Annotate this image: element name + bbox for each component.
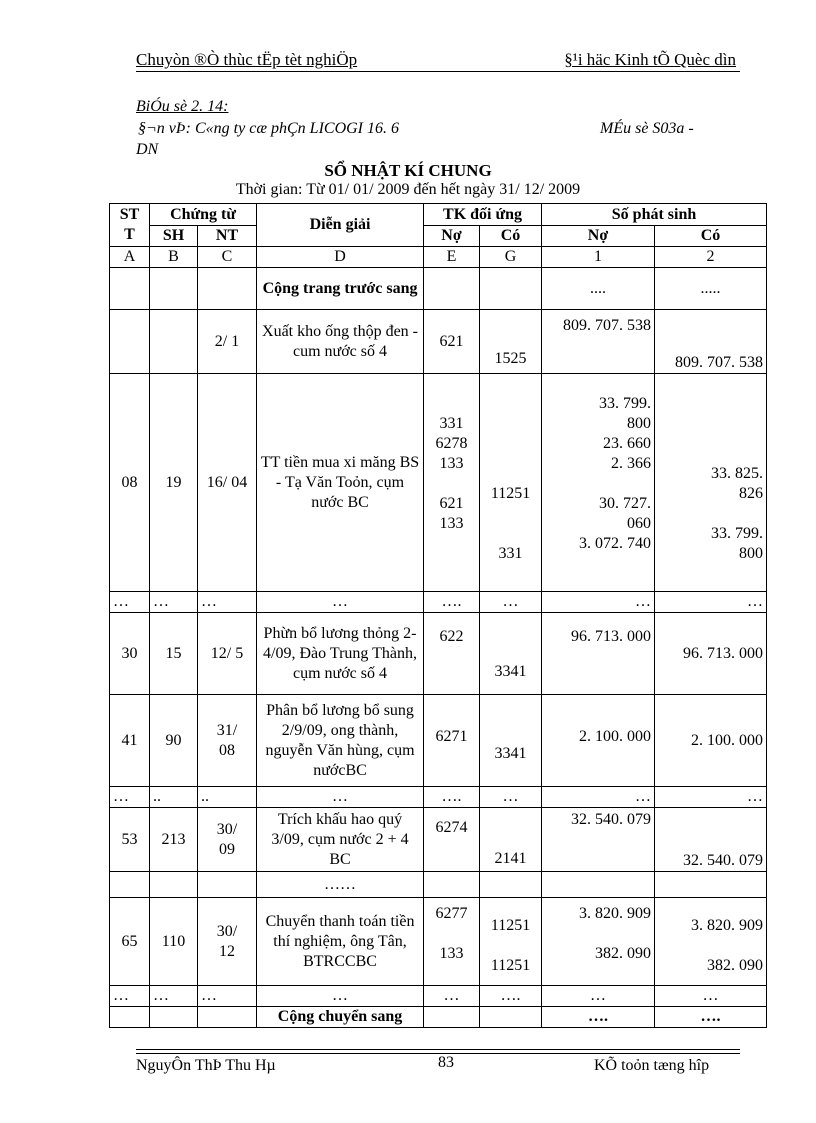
line: 3. 820. 909: [691, 917, 764, 934]
row-description: Chuyển thanh toán tiền thí nghiệm, ông Tân, BTRCCBC: [257, 898, 424, 986]
row-credit: …: [655, 592, 767, 613]
row-sh: 19: [150, 374, 198, 592]
table-header-row: [110, 204, 767, 226]
row-tk-co: [480, 898, 542, 986]
row-description: TT tiền mua xi măng BS - Tạ Văn Toỏn, cụm nước BC: [257, 374, 424, 592]
row-stt: 08: [110, 374, 150, 592]
col-stt: ST T: [110, 204, 150, 247]
col-sh: SH: [150, 226, 198, 247]
row-debit: …: [542, 787, 655, 808]
row-description: …: [257, 592, 424, 613]
row-debit: 2. 100. 000: [542, 695, 655, 787]
template-code: MÉu sè S03a -: [600, 120, 694, 137]
row-stt: 65: [110, 898, 150, 986]
row-credit: 96. 713. 000: [655, 613, 767, 695]
row-stt: 53: [110, 808, 150, 872]
page-number: 83: [438, 1054, 454, 1071]
line: 800: [627, 415, 652, 432]
line: 11251: [490, 957, 531, 974]
line: 133: [439, 515, 464, 532]
row-description: ……: [257, 872, 424, 898]
row-debit: …: [542, 592, 655, 613]
row-tk-co: 3341: [480, 695, 542, 787]
row-tk-co: 2141: [480, 808, 542, 872]
index-cell: 2: [655, 247, 767, 268]
index-cell: C: [198, 247, 257, 268]
header-rule: [136, 71, 740, 72]
row-stt: …: [110, 986, 150, 1007]
col-tk-no: Nợ: [424, 226, 480, 247]
row-tk-no: ….: [424, 592, 480, 613]
row-sh: …: [150, 986, 198, 1007]
line: 23. 660: [603, 435, 652, 452]
row-date: 31/ 08: [198, 695, 257, 787]
row-debit: ....: [542, 268, 655, 310]
table-row: [110, 268, 767, 310]
table-row: [110, 374, 767, 592]
row-sh: 15: [150, 613, 198, 695]
row-tk-no: 621: [424, 310, 480, 374]
row-credit: [655, 898, 767, 986]
line: 133: [439, 945, 464, 962]
row-date: 2/ 1: [198, 310, 257, 374]
line: 331: [498, 545, 523, 562]
template-code-suffix: DN: [136, 141, 159, 158]
col-nt: NT: [198, 226, 257, 247]
table-subheader-row: [110, 226, 767, 247]
row-tk-co: 3341: [480, 613, 542, 695]
row-credit: .....: [655, 268, 767, 310]
row-tk-co: ….: [480, 986, 542, 1007]
line: 382. 090: [595, 945, 652, 962]
index-cell: A: [110, 247, 150, 268]
header-left: Chuyòn ®Ò thùc tËp tèt nghiÖp: [136, 50, 358, 69]
line: 11251: [490, 485, 531, 502]
line: 621: [439, 495, 464, 512]
row-description: Xuất kho ống thộp đen - cum nước số 4: [257, 310, 424, 374]
row-debit: [542, 898, 655, 986]
row-date: 16/ 04: [198, 374, 257, 592]
index-cell: 1: [542, 247, 655, 268]
row-debit: 32. 540. 079: [542, 808, 655, 872]
row-credit: 2. 100. 000: [655, 695, 767, 787]
row-credit: …: [655, 986, 767, 1007]
row-stt: …: [110, 592, 150, 613]
row-date: 30/ 12: [198, 898, 257, 986]
row-tk-no: 6271: [424, 695, 480, 787]
row-description: Cộng trang trước sang: [257, 268, 424, 310]
journal-period: Thời gian: Từ 01/ 01/ 2009 đến hết ngày 31/ 12/ 2009: [235, 181, 581, 198]
row-debit: 809. 707. 538: [542, 310, 655, 374]
row-tk-no: 6274: [424, 808, 480, 872]
row-date: ..: [198, 787, 257, 808]
table-row: [110, 808, 767, 872]
table-row: [110, 986, 767, 1007]
line: 11251: [490, 917, 531, 934]
row-description: Phân bổ lương bổ sung 2/9/09, ong thành, nguyễn Văn hùng, cụm nướcBC: [257, 695, 424, 787]
col-dien-giai: Diễn giải: [257, 204, 424, 247]
table-row: [110, 310, 767, 374]
row-credit: 32. 540. 079: [655, 808, 767, 872]
row-credit: 809. 707. 538: [655, 310, 767, 374]
row-credit: ….: [655, 1007, 767, 1028]
row-debit: …: [542, 986, 655, 1007]
row-description: …: [257, 986, 424, 1007]
row-tk-co: …: [480, 787, 542, 808]
line: 382. 090: [707, 957, 764, 974]
row-stt: 30: [110, 613, 150, 695]
col-ps-no: Nợ: [542, 226, 655, 247]
col-ps-co: Có: [655, 226, 767, 247]
row-description: Cộng chuyển sang: [257, 1007, 424, 1028]
index-cell: E: [424, 247, 480, 268]
row-debit: 96. 713. 000: [542, 613, 655, 695]
row-debit: ….: [542, 1007, 655, 1028]
row-date: 30/ 09: [198, 808, 257, 872]
row-debit: [542, 374, 655, 592]
row-sh: 213: [150, 808, 198, 872]
row-date: …: [198, 986, 257, 1007]
footer-department: KÕ toỏn tæng hîp: [594, 1057, 710, 1074]
row-tk-co: [480, 374, 542, 592]
index-cell: B: [150, 247, 198, 268]
index-row: [110, 247, 767, 268]
row-tk-no: …: [424, 986, 480, 1007]
header-right: §¹i häc Kinh tÕ Quèc dìn: [564, 50, 736, 69]
col-so-phat-sinh: Số phát sinh: [542, 204, 767, 226]
line: 33. 825.: [711, 465, 764, 482]
line: 800: [739, 545, 764, 562]
row-tk-no: 622: [424, 613, 480, 695]
table-row: [110, 1007, 767, 1028]
row-sh: 90: [150, 695, 198, 787]
row-tk-no: ….: [424, 787, 480, 808]
table-row: [110, 898, 767, 986]
line: 3. 072. 740: [579, 535, 652, 552]
index-cell: D: [257, 247, 424, 268]
journal-table: [109, 203, 767, 1028]
table-row: [110, 695, 767, 787]
row-sh: …: [150, 592, 198, 613]
row-tk-co: …: [480, 592, 542, 613]
form-number: BiÓu sè 2. 14:: [136, 98, 229, 115]
line: 060: [627, 515, 652, 532]
line: 33. 799.: [599, 395, 652, 412]
row-tk-co: 1525: [480, 310, 542, 374]
row-stt: 41: [110, 695, 150, 787]
line: 6277: [435, 905, 468, 922]
row-description: Phừn bổ lương thỏng 2-4/09, Đào Trung Thành, cụm nước số 4: [257, 613, 424, 695]
line: 826: [739, 485, 764, 502]
line: 2. 366: [611, 455, 652, 472]
row-sh: ..: [150, 787, 198, 808]
table-row: [110, 592, 767, 613]
footer-author: NguyÔn ThÞ Thu Hµ: [136, 1057, 276, 1074]
line: 133: [439, 455, 464, 472]
row-credit: [655, 374, 767, 592]
row-credit: …: [655, 787, 767, 808]
col-tk-doi-ung: TK đối ứng: [424, 204, 542, 226]
table-row: [110, 872, 767, 898]
row-sh: 110: [150, 898, 198, 986]
row-stt: …: [110, 787, 150, 808]
table-row: [110, 613, 767, 695]
row-date: 12/ 5: [198, 613, 257, 695]
line: 6278: [435, 435, 468, 452]
row-date: …: [198, 592, 257, 613]
table-row: [110, 787, 767, 808]
index-cell: G: [480, 247, 542, 268]
row-tk-no: [424, 374, 480, 592]
line: 331: [439, 415, 464, 432]
row-description: …: [257, 787, 424, 808]
journal-title: SỔ NHẬT KÍ CHUNG: [324, 161, 492, 180]
row-description: Trích khấu hao quý 3/09, cụm nước 2 + 4 BC: [257, 808, 424, 872]
row-tk-no: [424, 898, 480, 986]
footer-rule-1: [136, 1049, 740, 1050]
col-chung-tu: Chứng từ: [150, 204, 257, 226]
col-tk-co: Có: [480, 226, 542, 247]
line: 30. 727.: [599, 495, 652, 512]
line: 33. 799.: [711, 525, 764, 542]
unit-name: §¬n vÞ: C«ng ty cæ phÇn LICOGI 16. 6: [138, 120, 399, 137]
line: 3. 820. 909: [579, 905, 652, 922]
